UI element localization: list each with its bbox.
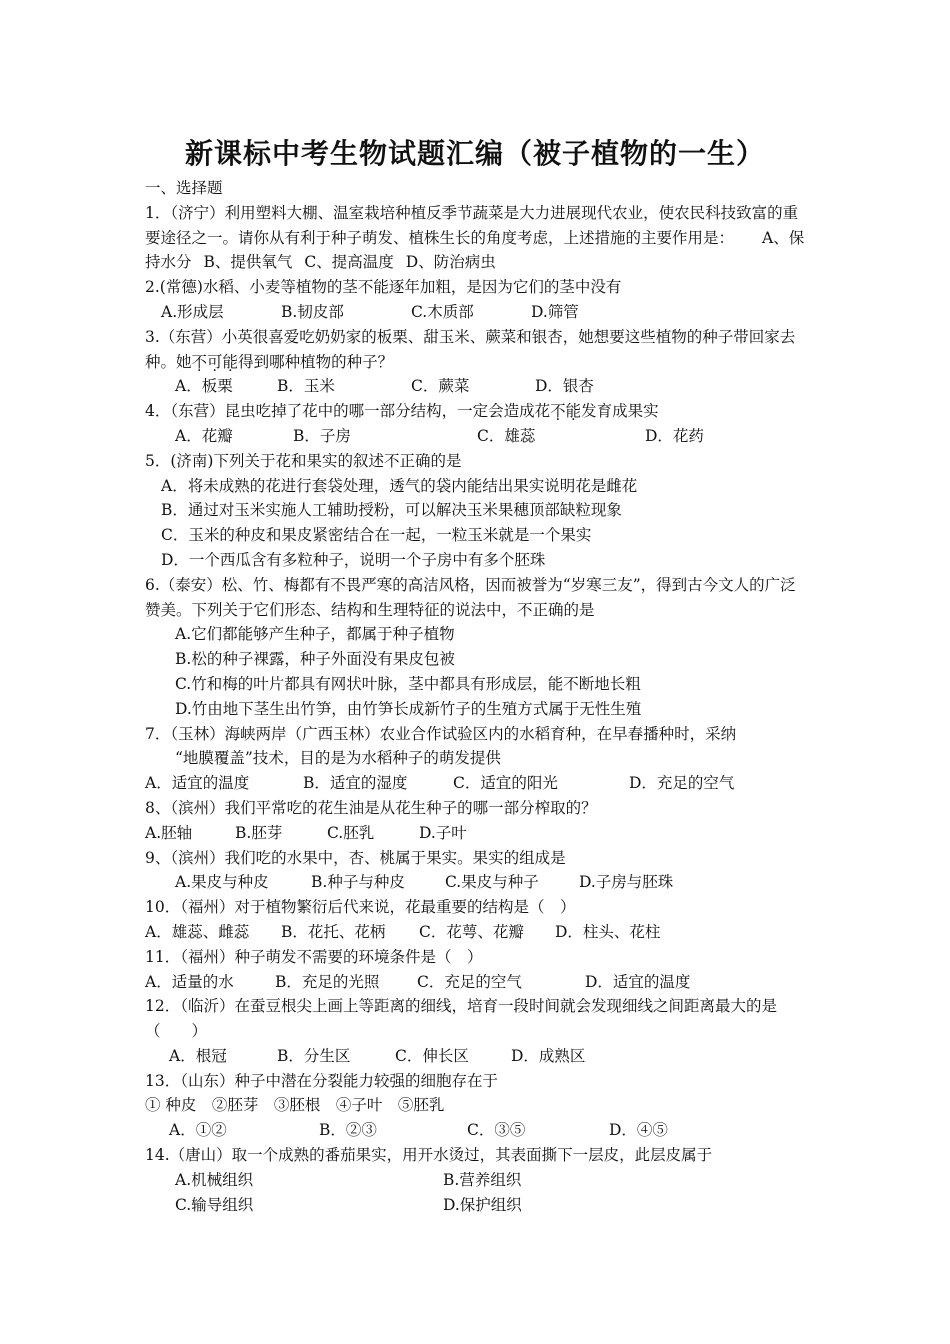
question-2-option-a: A.形成层: [161, 302, 224, 321]
question-5-option-b: B．通过对玉米实施人工辅助授粉，可以解决玉米果穗顶部缺粒现象: [161, 501, 622, 520]
question-13-items: ① 种皮 ②胚芽 ③胚根 ④子叶 ⑤胚乳: [145, 1096, 445, 1115]
question-4-option-d: D．花药: [645, 426, 704, 445]
question-5-option-c: C．玉米的种皮和果皮紧密结合在一起，一粒玉米就是一个果实: [161, 526, 592, 545]
question-10-options: [145, 920, 810, 945]
question-11-option-c: C．充足的空气: [417, 972, 522, 991]
question-4-text: 4．（东营）昆虫吃掉了花中的哪一部分结构，一定会造成花: [145, 402, 551, 421]
question-9: 9、（滨州）我们吃的水果中，杏、桃属于果实。果实的组成是: [145, 848, 566, 867]
question-13-option-c: C．③⑤: [467, 1121, 526, 1140]
question-9-option-c: C.果皮与种子: [445, 873, 539, 892]
emphasis-char: 能: [222, 352, 239, 371]
question-7-option-b: B．适宜的湿度: [303, 774, 408, 793]
question-2: 2.(常德)水稻、小麦等植物的茎不能逐年加粗，是因为它们的茎中没有: [145, 278, 622, 297]
question-3-option-d: D．银杏: [535, 377, 594, 396]
question-3: [145, 325, 810, 375]
question-7-option-d: D．充足的空气: [629, 774, 735, 793]
document-title: 新课标中考生物试题汇编（被子植物的一生）: [184, 137, 765, 170]
question-11-option-b: B．充足的光照: [275, 972, 380, 991]
question-list: [145, 176, 810, 1217]
question-7-continued: “地膜覆盖”技术，目的是为水稻种子的萌发提供: [175, 749, 501, 768]
question-13-option-d: D．④⑤: [609, 1121, 668, 1140]
emphasis-char: 不: [550, 402, 566, 421]
question-6: 6.（泰安）松、竹、梅都有不畏严寒的高洁风格，因而被誉为“岁寒三友”，得到古今文人的广泛赞美。下列关于它们形态、结构和生理特征的说法中，不正确的是: [145, 575, 796, 619]
question-4: [145, 399, 810, 424]
question-6-option-d: D.竹由地下茎生出竹笋，由竹笋长成新竹子的生殖方式属于无性生殖: [175, 699, 642, 718]
emphasis-char: 可: [207, 352, 223, 371]
question-9-option-a: A.果皮与种皮: [175, 873, 269, 892]
question-2-option-b: B.韧皮部: [281, 302, 344, 321]
question-2-options: [145, 300, 810, 325]
question-14-option-c: C.输导组织: [175, 1195, 254, 1214]
question-8-option-b: B.胚芽: [235, 823, 283, 842]
question-6-option-b: B.松的种子裸露，种子外面没有果皮包被: [175, 650, 455, 669]
question-8-options: [145, 821, 810, 846]
question-14-options-row2: [145, 1193, 810, 1218]
emphasis-char: 能: [565, 402, 582, 421]
question-4-option-c: C．雄蕊: [477, 426, 536, 445]
question-3-option-c: C．蕨菜: [411, 377, 470, 396]
question-10-option-b: B．花托、花柄: [281, 922, 386, 941]
question-14-options-row1: [145, 1168, 810, 1193]
question-3-option-a: A．板栗: [175, 377, 233, 396]
question-7-options: [145, 771, 810, 796]
question-6-option-c: C.竹和梅的叶片都具有网状叶脉，茎中都具有形成层，能不断地长粗: [175, 674, 641, 693]
question-5-option-d: D．一个西瓜含有多粒种子，说明一个子房中有多个胚珠: [161, 550, 546, 569]
question-11: 11．（福州）种子萌发不需要的环境条件是（ ）: [145, 947, 483, 966]
question-3-option-b: B．玉米: [277, 377, 335, 396]
question-1-text: 1．（济宁）利用塑料大棚、温室栽培种植反季节蔬菜是大力进展现代农业，使农民科技致富的重要途径之一。请你从有利于种子萌发、植株生长的角度考虑，上述措施的主要作用是：: [145, 203, 799, 247]
question-12-option-b: B．分生区: [277, 1046, 351, 1065]
question-5: 5．(济南)下列关于花和果实的叙述不正确的是: [145, 451, 462, 470]
question-4-text-end: 发育成果实: [581, 402, 659, 421]
question-14-option-b: B.营养组织: [443, 1170, 522, 1189]
question-1: [145, 201, 810, 275]
question-12-options: [145, 1044, 810, 1069]
question-8-option-a: A.胚轴: [145, 823, 193, 842]
question-9-options: [145, 870, 810, 895]
question-12: 12．（临沂）在蚕豆根尖上画上等距离的细线，培育一段时间就会发现细线之间距离最大的是（ ）: [145, 997, 777, 1041]
question-8-option-d: D.子叶: [419, 823, 467, 842]
question-8-option-c: C.胚乳: [327, 823, 375, 842]
question-1-option-a: A、保持水分: [145, 228, 805, 272]
question-12-option-d: D．成熟区: [511, 1046, 586, 1065]
question-1-option-d: D、防治病虫: [405, 253, 496, 272]
question-4-options: [145, 424, 810, 449]
question-2-option-d: D.筛管: [531, 302, 579, 321]
question-6-option-a: A.它们都能够产生种子，都属于种子植物: [175, 625, 455, 644]
section-heading: 一、选择题: [145, 179, 223, 197]
emphasis-char: 不: [191, 352, 208, 371]
question-5-option-a: A．将未成熟的花进行套袋处理，透气的袋内能结出果实说明花是雌花: [161, 476, 638, 495]
question-10-option-c: C．花萼、花瓣: [419, 922, 524, 941]
question-9-option-b: B.种子与种皮: [311, 873, 405, 892]
question-4-option-a: A．花瓣: [175, 426, 233, 445]
question-7-option-c: C．适宜的阳光: [453, 774, 558, 793]
question-14-option-a: A.机械组织: [175, 1170, 254, 1189]
question-12-option-a: A．根冠: [169, 1046, 227, 1065]
question-14-option-d: D.保护组织: [443, 1195, 522, 1214]
question-2-option-c: C.木质部: [411, 302, 474, 321]
question-3-text-end: 得到哪种植物的种子？: [238, 352, 394, 371]
question-3-text: 3.（东营）小英很喜爱吃奶奶家的板栗、甜玉米、蕨菜和银杏，她想要这些植物的种子带回家去种。她: [145, 327, 796, 371]
question-11-options: [145, 970, 810, 995]
question-8: 8、（滨州）我们平常吃的花生油是从花生种子的哪一部分榨取的？: [145, 798, 597, 817]
question-10-option-d: D．柱头、花柱: [555, 922, 661, 941]
question-10: 10．（福州）对于植物繁衍后代来说，花最重要的结构是（ ）: [145, 898, 576, 917]
question-9-option-d: D.子房与胚珠: [579, 873, 674, 892]
question-3-options: [145, 374, 810, 399]
question-14: 14.（唐山）取一个成熟的番茄果实，用开水烫过，其表面撕下一层皮，此层皮属于: [145, 1146, 713, 1165]
question-10-option-a: A．雄蕊、雌蕊: [145, 922, 250, 941]
question-12-option-c: C．伸长区: [395, 1046, 469, 1065]
question-1-option-c: C、提高温度: [304, 253, 394, 272]
question-7: 7．（玉林）海峡两岸（广西玉林）农业合作试验区内的水稻育种，在早春播种时，采纳: [145, 724, 737, 743]
question-1-option-b: B、提供氧气: [203, 253, 293, 272]
question-4-option-b: B．子房: [293, 426, 351, 445]
question-11-option-a: A．适量的水: [145, 972, 234, 991]
question-13-option-a: A．①②: [169, 1121, 227, 1140]
question-11-option-d: D．适宜的温度: [585, 972, 691, 991]
question-7-option-a: A．适宜的温度: [145, 774, 250, 793]
question-13-option-b: B．②③: [319, 1121, 377, 1140]
question-13: 13．（山东）种子中潜在分裂能力较强的细胞存在于: [145, 1071, 498, 1090]
question-13-options: [145, 1118, 810, 1143]
